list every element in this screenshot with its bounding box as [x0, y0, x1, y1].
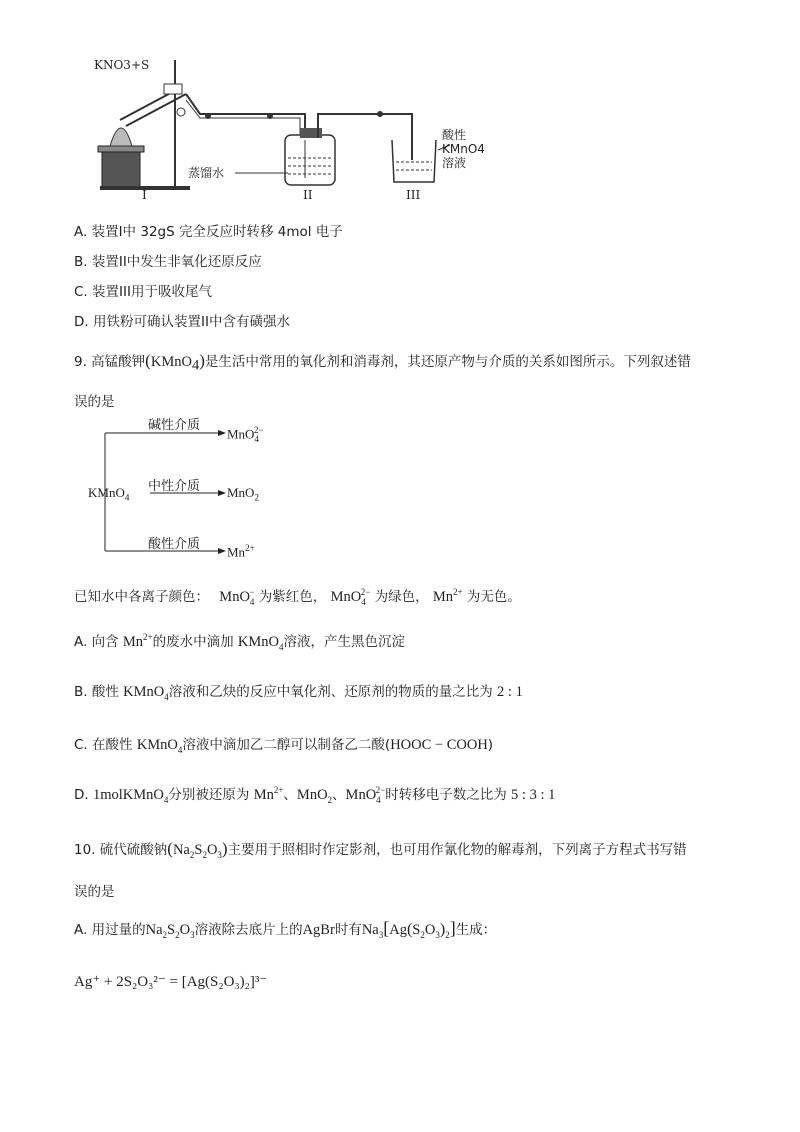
source-kmno4: KMnO$_4$ [88, 485, 130, 503]
beaker-3 [392, 140, 436, 182]
q9-option-b: B. 酸性 KMnO$_4$溶液和乙炔的反应中氧化剂、还原剂的物质的量之比为 2 : 1 [74, 684, 523, 702]
product-mno4-2minus: MnO$_4^{2-}$ [227, 425, 264, 444]
q9-reduction-diagram [80, 415, 300, 565]
label-iii: III [406, 188, 421, 202]
q9-stem-line2: 误的是 [74, 394, 115, 410]
q8-option-d: D. 用铁粉可确认装置II中含有磺强水 [74, 314, 290, 330]
q9-option-a: A. 向含 $Mn^{2+}$的废水中滴加 KMnO$_4$溶液，产生黑色沉淀 [74, 632, 406, 652]
label-ii: II [303, 188, 313, 202]
apparatus-figure [60, 50, 485, 210]
label-neutral-medium: 中性介质 [148, 479, 201, 494]
label-i: I [142, 188, 147, 202]
q9-stem-line1: 9. 高锰酸钾(KMnO$_4$)是生活中常用的氧化剂和消毒剂，其还原产物与介质的关系如图所示。下列叙述错 [74, 351, 691, 374]
product-mno2: MnO$_2$ [227, 485, 259, 503]
q8-option-a: A. 装置I中 32gS 完全反应时转移 4mol 电子 [74, 224, 343, 240]
q10-stem-line1: 10. 硫代硫酸钠$(Na_2S_2O_3)$主要用于照相时作定影剂，也可用作氰化物的解毒剂，下列离子方程式书写错 [74, 839, 687, 860]
q8-option-b: B. 装置II中发生非氧化还原反应 [74, 254, 262, 270]
product-mn2plus: $Mn^{2+}$ [227, 543, 255, 560]
water-label: 蒸馏水 [188, 166, 225, 180]
label-acidic-medium: 酸性介质 [148, 537, 201, 552]
bottle-2 [285, 135, 335, 185]
burner-base [102, 150, 140, 188]
q10-option-a: A. 用过量的$Na_2S_2O_3$溶液除去底片上的AgBr时有$Na_3[Ag(S_2O_3)_2]$生成： [74, 918, 497, 940]
q10-stem-line2: 误的是 [74, 884, 115, 900]
reagent-label: KNO3+S [94, 58, 150, 72]
q8-option-c: C. 装置III用于吸收尾气 [74, 284, 212, 300]
apparatus-drawing [60, 50, 480, 210]
q9-option-c: C. 在酸性 KMnO$_4$溶液中滴加乙二醇可以制备乙二酸(HOOC − COOH) [74, 737, 494, 755]
label-basic-medium: 碱性介质 [148, 418, 201, 433]
q10-equation: Ag⁺ + 2S₂O₃²⁻ = [Ag(S₂O₃)₂]³⁻ [74, 974, 268, 990]
q9-known-colors: 已知水中各离子颜色： MnO$_4$− 为紫红色， MnO$_4^{2-}$ 为绿色， $Mn^{2+}$ 为无色。 [74, 587, 521, 607]
q9-option-d: D. 1molKMnO$_4$分别被还原为 $Mn^{2+}$、MnO$_2$、MnO$_4^{2-}$时转移电子数之比为 5 : 3 : 1 [74, 785, 556, 805]
acid-kmno4-label: 酸性 KMnO4 溶液 [442, 128, 485, 170]
